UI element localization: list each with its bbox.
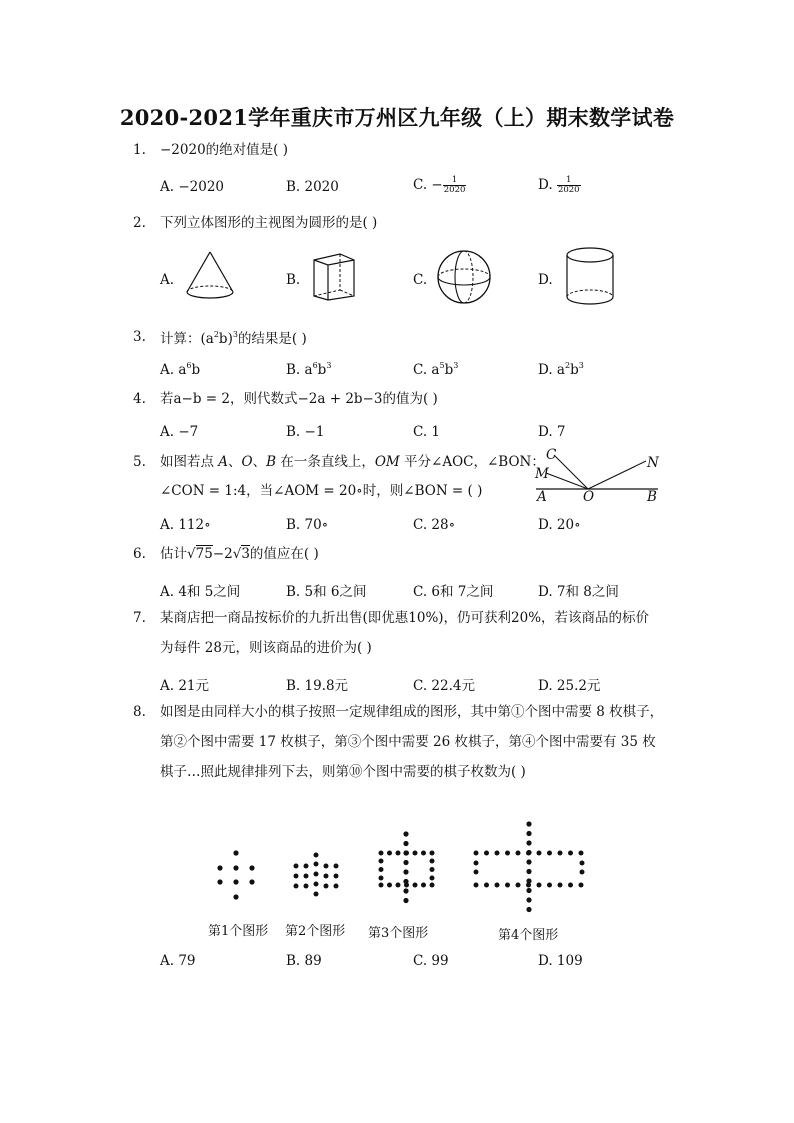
option-label: b [570, 362, 579, 378]
option-c[interactable]: C. 99 [413, 953, 449, 969]
text-part: 的结果是( ) [237, 331, 307, 347]
chess-piece-dot [324, 884, 329, 889]
chess-piece-dot [334, 874, 339, 879]
question-text: 下列立体图形的主视图为圆形的是( ) [160, 215, 378, 231]
chess-piece-dot [314, 892, 319, 897]
option-a[interactable]: A. −7 [160, 424, 199, 440]
chess-piece-dot [526, 883, 531, 888]
option-d[interactable]: D. 20∘ [538, 517, 581, 533]
chess-piece-dot [387, 883, 392, 888]
chess-piece-dot [249, 879, 254, 884]
option-label: D. a [538, 362, 565, 378]
chess-piece-dot [526, 859, 531, 864]
text-part: 的值应在( ) [249, 546, 319, 562]
chess-piece-dot [430, 883, 435, 888]
text-part: 、 [252, 454, 267, 470]
figure-caption-2: 第2个图形 [285, 924, 346, 939]
chess-piece-dot [526, 840, 531, 845]
chess-piece-dot [403, 841, 408, 846]
figure-caption-4: 第4个图形 [498, 928, 559, 943]
chess-piece-dot [404, 851, 409, 856]
option-c[interactable]: C. 28∘ [413, 517, 456, 533]
chess-piece-dot [526, 869, 531, 874]
option-a[interactable]: A. −2020 [160, 179, 224, 195]
question-text: 棋子…照此规律排列下去，则第⑩个图中需要的棋子枚数为( ) [160, 764, 526, 780]
point-m-label: M [535, 466, 549, 482]
chess-piece-dot [526, 851, 531, 856]
chess-piece-dot [413, 851, 418, 856]
chess-piece-dot [430, 867, 435, 872]
question-number: 4. [133, 391, 146, 407]
chess-piece-dot [526, 888, 531, 893]
ray-label: OM [374, 454, 400, 470]
chess-piece-dot [379, 867, 384, 872]
chess-piece-dot [516, 883, 521, 888]
point-c-label: C [546, 447, 557, 463]
point-n-label: N [647, 455, 659, 471]
chess-piece-dot [314, 853, 319, 858]
option-a[interactable]: A. [160, 272, 175, 288]
figure-caption-1: 第1个图形 [208, 924, 269, 939]
chess-piece-dot [547, 883, 552, 888]
chess-piece-dot [430, 851, 435, 856]
option-label: D. [538, 176, 557, 193]
point-label: O [241, 454, 253, 470]
exponent: 6 [312, 361, 318, 370]
chess-piece-dot [505, 883, 510, 888]
option-label: b [191, 362, 201, 378]
chess-piece-dot [304, 884, 309, 889]
option-d[interactable]: D. 7和 8之间 [538, 584, 619, 600]
chess-piece-dot [568, 883, 573, 888]
option-d[interactable]: D. [538, 272, 553, 288]
option-b[interactable]: B. 70∘ [286, 517, 329, 533]
chess-piece-dot [217, 865, 222, 870]
text-part: 平分∠AOC，∠BON： [399, 454, 545, 470]
chess-piece-dot [334, 884, 339, 889]
text-part: 如图若点 [160, 454, 219, 470]
chess-piece-dot [249, 865, 254, 870]
chess-piece-dot [403, 860, 408, 865]
point-b-label: B [647, 489, 657, 505]
text-part: b) [218, 331, 233, 347]
exponent: 3 [326, 361, 332, 370]
option-b[interactable]: B. −1 [286, 424, 325, 440]
exponent: 2 [213, 330, 219, 339]
option-b[interactable]: B. [286, 272, 301, 288]
question-text: 某商店把一商品按标价的九折出售(即优惠10%)，仍可获利20%，若该商品的标价 [160, 610, 650, 626]
option-label: b [444, 362, 454, 378]
chess-piece-dot [474, 870, 479, 875]
chess-piece-dot [304, 864, 309, 869]
chess-piece-dot [421, 883, 426, 888]
chess-piece-dot [580, 861, 585, 866]
question-text: 若a−b = 2，则代数式−2a + 2b−3的值为( ) [160, 391, 438, 407]
chess-piece-dot [413, 883, 418, 888]
question-number: 2. [133, 215, 146, 231]
chess-piece-dot [568, 851, 573, 856]
fraction-numerator: 1 [566, 175, 572, 185]
option-label: A. a [160, 362, 187, 378]
question-number: 3. [133, 329, 146, 345]
point-label: A [218, 454, 229, 470]
question-text: 为每件 28元，则该商品的进价为( ) [160, 640, 372, 656]
chess-piece-dot [430, 876, 435, 881]
exponent: 2 [564, 361, 571, 370]
chess-piece-dot [233, 879, 238, 884]
option-b[interactable]: B. 5和 6之间 [286, 584, 367, 600]
question-text: ∠CON = 1:4，当∠AOM = 20∘时，则∠BON = ( ) [160, 483, 483, 499]
chess-piece-dot [403, 869, 408, 874]
chess-piece-dot [484, 883, 489, 888]
chess-piece-dot [403, 898, 408, 903]
question-number: 1. [133, 142, 146, 158]
option-c[interactable]: C. 6和 7之间 [413, 584, 494, 600]
chess-piece-dot [526, 821, 531, 826]
point-o-label: O [583, 489, 595, 505]
chess-piece-dot [558, 851, 563, 856]
chess-piece-dot [294, 884, 299, 889]
option-a[interactable]: A. 21元 [160, 678, 210, 694]
chess-piece-dot [314, 882, 319, 887]
option-label: C. − [413, 176, 443, 193]
text-part: −2 [212, 546, 233, 562]
option-label: C. a [413, 362, 440, 378]
question-number: 7. [133, 610, 146, 626]
question-text: 如图是由同样大小的棋子按照一定规律组成的图形，其中第①个图中需要 8 枚棋子， [160, 704, 664, 720]
chess-piece-dot [526, 831, 531, 836]
chess-piece-dot [421, 851, 426, 856]
chess-piece-dot [580, 870, 585, 875]
radicand: 75 [195, 546, 213, 562]
option-c[interactable]: C. 22.4元 [413, 678, 475, 694]
chess-piece-dot [430, 859, 435, 864]
chess-piece-dot [379, 883, 384, 888]
chess-piece-dot [474, 883, 479, 888]
option-b[interactable]: B. 2020 [286, 179, 339, 195]
question-number: 5. [133, 454, 146, 470]
chess-piece-dot [537, 851, 542, 856]
chess-piece-dot [233, 894, 238, 899]
chess-piece-dot [579, 851, 584, 856]
chess-piece-dot [526, 897, 531, 902]
chess-piece-dot [474, 861, 479, 866]
chess-piece-dot [217, 879, 222, 884]
text-part: 、 [228, 454, 242, 470]
question-number: 8. [133, 704, 146, 720]
option-a[interactable]: A. 79 [160, 953, 196, 969]
chess-piece-dot [334, 864, 339, 869]
chess-piece-dot [505, 851, 510, 856]
chess-piece-dot [484, 851, 489, 856]
figure-caption-3: 第3个图形 [368, 926, 429, 941]
question-text: 估计√75−2√3的值应在( ) [160, 546, 319, 562]
option-d[interactable]: D. 25.2元 [538, 678, 601, 694]
exponent: 6 [186, 361, 192, 370]
radicand: 3 [241, 546, 250, 562]
chess-piece-dot [294, 864, 299, 869]
option-c[interactable]: C. 1 [413, 424, 441, 440]
option-c[interactable]: C. [413, 272, 428, 288]
chess-piece-dot [537, 883, 542, 888]
exponent: 3 [453, 361, 459, 370]
question-text: −2020的绝对值是( ) [160, 142, 288, 158]
exponent: 5 [439, 361, 445, 370]
chess-piece-dot [547, 851, 552, 856]
fraction-numerator: 1 [451, 175, 458, 185]
point-a-label: A [537, 489, 547, 505]
chess-piece-dot [233, 865, 238, 870]
chess-piece-dot [379, 851, 384, 856]
option-b[interactable]: B. 89 [286, 953, 322, 969]
text-part: 估计 [160, 546, 187, 562]
fraction-denominator: 2020 [443, 184, 466, 195]
chess-piece-dot [474, 851, 479, 856]
option-label: b [317, 362, 327, 378]
chess-piece-dot [516, 851, 521, 856]
text-part: 计算：(a [160, 331, 214, 347]
chess-piece-dot [495, 851, 500, 856]
chess-piece-dot [396, 851, 401, 856]
question-number: 6. [133, 546, 146, 562]
text-part: 在一条直线上， [276, 454, 375, 470]
exponent: 3 [232, 330, 238, 339]
chess-piece-dot [579, 883, 584, 888]
chess-piece-dot [495, 883, 500, 888]
chess-piece-dot [233, 850, 238, 855]
chess-piece-dot [403, 888, 408, 893]
option-b[interactable]: B. 19.8元 [286, 678, 349, 694]
chess-piece-dot [324, 874, 329, 879]
option-a[interactable]: A. 112∘ [160, 517, 211, 533]
option-label: B. a [286, 362, 313, 378]
chess-piece-dot [396, 883, 401, 888]
chess-piece-dot [404, 883, 409, 888]
chess-piece-dot [526, 907, 531, 912]
option-d[interactable]: D. 109 [538, 953, 583, 969]
chess-piece-dot [324, 864, 329, 869]
page-title: 2020-2021学年重庆市万州区九年级（上）期末数学试卷 [119, 105, 675, 130]
chess-piece-dot [304, 874, 309, 879]
chess-piece-dot [294, 874, 299, 879]
question-text: 第②个图中需要 17 枚棋子，第③个图中需要 26 枚棋子，第④个图中需要有 35 枚 [160, 734, 656, 750]
option-d[interactable]: D. 7 [538, 424, 566, 440]
chess-piece-dot [558, 883, 563, 888]
exponent: 3 [578, 361, 584, 370]
option-a[interactable]: A. 4和 5之间 [160, 584, 241, 600]
chess-piece-dot [403, 831, 408, 836]
fraction-denominator: 2020 [557, 184, 580, 195]
chess-piece-dot [379, 876, 384, 881]
chess-piece-dot [314, 862, 319, 867]
chess-piece-dot [314, 872, 319, 877]
point-label: B [266, 454, 277, 470]
chess-piece-dot [387, 851, 392, 856]
chess-piece-dot [379, 859, 384, 864]
